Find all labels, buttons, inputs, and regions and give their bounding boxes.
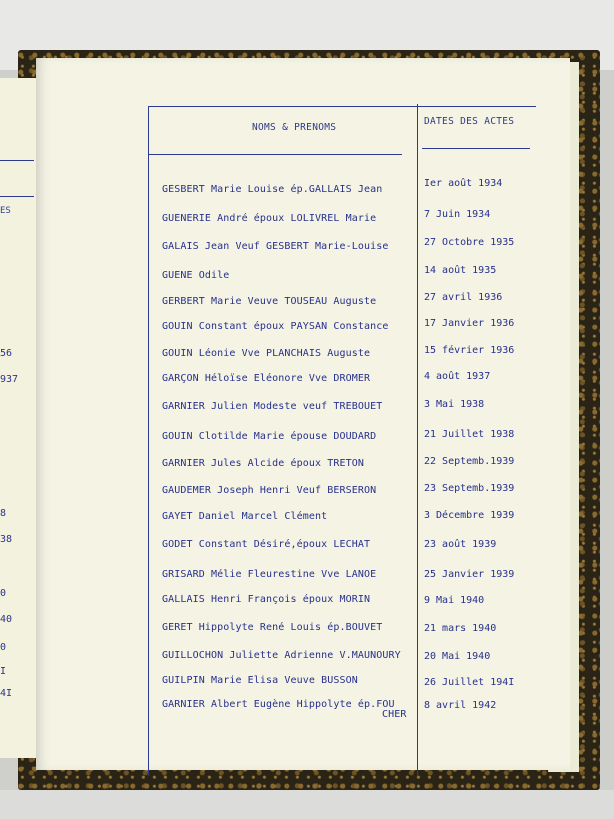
- entry-date: 3 Décembre 1939: [424, 510, 515, 521]
- left-page-fragment: 4I: [0, 688, 13, 699]
- entry-date: 21 Juillet 1938: [424, 429, 515, 440]
- left-page-fragment: 8: [0, 508, 7, 519]
- entry-date: 3 Mai 1938: [424, 399, 485, 410]
- entry-name: GARNIER Jules Alcide époux TRETON: [162, 458, 364, 469]
- left-page-fragment: I: [0, 666, 7, 677]
- entry-name: GERET Hippolyte René Louis ép.BOUVET: [162, 622, 383, 633]
- entry-name: GRISARD Mélie Fleurestine Vve LANOE: [162, 569, 377, 580]
- entry-name: GODET Constant Désiré,époux LECHAT: [162, 539, 371, 550]
- names-header-underline: [148, 154, 402, 155]
- left-page-fragment: 0: [0, 588, 7, 599]
- entry-name: GERBERT Marie Veuve TOUSEAU Auguste: [162, 296, 377, 307]
- entry-name: GUENE Odile: [162, 270, 230, 281]
- entry-name: GALLAIS Henri François époux MORIN: [162, 594, 371, 605]
- dates-header-underline: [422, 148, 530, 149]
- entry-date: 7 Juin 1934: [424, 209, 491, 220]
- entry-date: 20 Mai 1940: [424, 651, 491, 662]
- entry-date: 26 Juillet 194I: [424, 677, 515, 688]
- entry-date: 23 Septemb.1939: [424, 483, 515, 494]
- entry-date: Ier août 1934: [424, 178, 503, 189]
- left-page-rule-top: [0, 196, 34, 197]
- entry-date: 27 Octobre 1935: [424, 237, 515, 248]
- entry-name: GUILPIN Marie Elisa Veuve BUSSON: [162, 675, 358, 686]
- left-page-fragment: 56: [0, 348, 13, 359]
- entry-name: GOUIN Léonie Vve PLANCHAIS Auguste: [162, 348, 371, 359]
- table-left-rule: [148, 106, 149, 776]
- entry-name-continuation: CHER: [382, 709, 407, 720]
- entry-name: [162, 699, 407, 720]
- table-top-rule: [148, 106, 536, 107]
- entry-date: 9 Mai 1940: [424, 595, 485, 606]
- entry-name: GOUIN Clotilde Marie épouse DOUDARD: [162, 431, 377, 442]
- entry-date: 17 Janvier 1936: [424, 318, 515, 329]
- left-page-rule-header: [0, 160, 34, 161]
- entry-date: 23 août 1939: [424, 539, 497, 550]
- entry-date: 15 février 1936: [424, 345, 515, 356]
- entry-name: GARNIER Julien Modeste veuf TREBOUET: [162, 401, 383, 412]
- entry-date: 14 août 1935: [424, 265, 497, 276]
- register-page: [36, 58, 570, 770]
- entry-date: 8 avril 1942: [424, 700, 497, 711]
- left-page: [0, 78, 39, 758]
- entry-name: GUENERIE André époux LOLIVREL Marie: [162, 213, 377, 224]
- entry-name: GESBERT Marie Louise ép.GALLAIS Jean: [162, 184, 383, 195]
- entry-name: GUILLOCHON Juliette Adrienne V.MAUNOURY: [162, 650, 401, 661]
- names-column-header: NOMS & PRENOMS: [252, 122, 337, 133]
- entry-name: GOUIN Constant époux PAYSAN Constance: [162, 321, 389, 332]
- backdrop-bottom: [0, 790, 614, 819]
- entry-date: 27 avril 1936: [424, 292, 503, 303]
- table-column-divider: [417, 104, 418, 776]
- entry-name: GAUDEMER Joseph Henri Veuf BERSERON: [162, 485, 377, 496]
- entry-date: 21 mars 1940: [424, 623, 497, 634]
- left-page-fragment: 0: [0, 642, 7, 653]
- entry-name: GALAIS Jean Veuf GESBERT Marie-Louise: [162, 241, 389, 252]
- left-page-header-fragment: ES: [0, 206, 11, 216]
- left-page-fragment: 937: [0, 374, 19, 385]
- entry-date: 25 Janvier 1939: [424, 569, 515, 580]
- left-page-fragment: 40: [0, 614, 13, 625]
- entry-name: GAYET Daniel Marcel Clément: [162, 511, 328, 522]
- left-page-fragment: 38: [0, 534, 13, 545]
- entry-date: 22 Septemb.1939: [424, 456, 515, 467]
- entry-date: 4 août 1937: [424, 371, 491, 382]
- entry-name: GARÇON Héloïse Eléonore Vve DROMER: [162, 373, 371, 384]
- entry-name-text: GARNIER Albert Eugène Hippolyte ép.FOU: [162, 699, 395, 710]
- dates-column-header: DATES DES ACTES: [424, 116, 515, 127]
